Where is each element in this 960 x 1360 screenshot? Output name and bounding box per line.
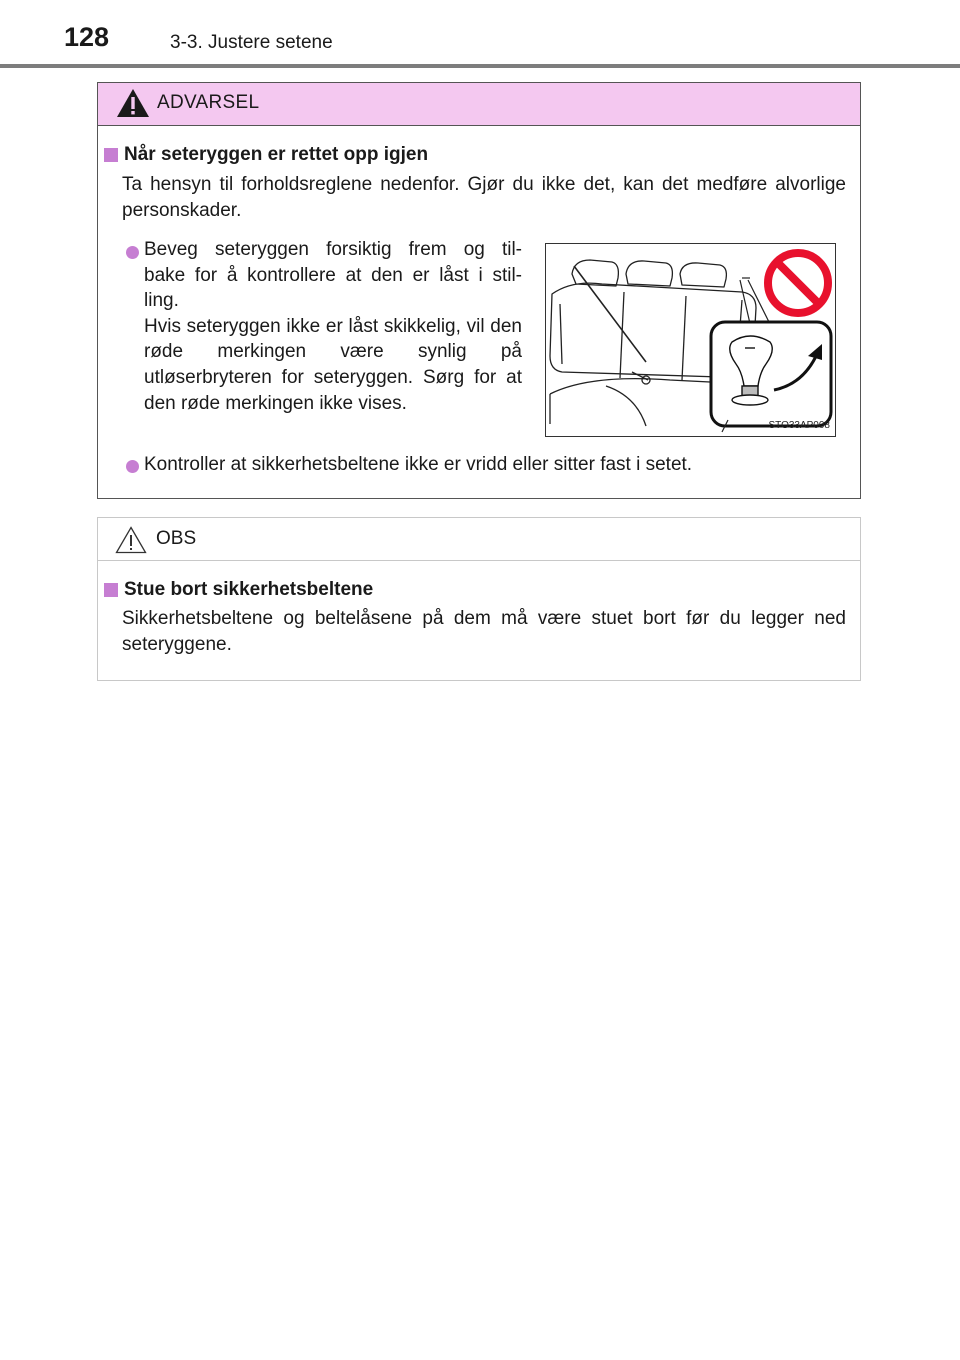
warning-subheading: Når seteryggen er rettet opp igjen xyxy=(124,144,429,165)
bullet1-line: bake for å kontrollere at den er låst i stil- xyxy=(144,264,522,286)
warning-header xyxy=(98,83,860,126)
bullet1-line: Beveg seteryggen forsiktig frem og til- xyxy=(144,239,522,260)
section-title: 3-3. Justere setene xyxy=(170,32,333,53)
seat-lock-illustration xyxy=(545,243,836,437)
warning-triangle-icon xyxy=(116,88,150,118)
bullet1-continuation: Hvis seteryggen ikke er låst skikkelig, vil den røde merkingen være synlig på utløserbryteren for seteryggen. Sørg for at den røde merkingen ikke vises. xyxy=(144,315,522,414)
subheading-bullet xyxy=(104,148,118,162)
header-divider xyxy=(0,64,960,68)
list-bullet xyxy=(126,246,139,259)
page-header xyxy=(0,0,960,70)
warning-bullet-1 xyxy=(144,237,522,416)
notice-text: Sikkerhetsbeltene og beltelåsene på dem må være stuet bort før du legger ned seteryggene. xyxy=(122,608,846,655)
list-bullet xyxy=(126,460,139,473)
prohibition-icon xyxy=(768,253,828,313)
figure-code: STO33AP008 xyxy=(768,420,830,431)
caution-triangle-icon xyxy=(115,526,147,554)
bullet1-line: ling. xyxy=(144,290,179,312)
rear-seat-drawing xyxy=(546,244,835,436)
warning-bullet-2: Kontroller at sikkerhetsbeltene ikke er vridd eller sitter fast i setet. xyxy=(144,454,693,475)
notice-subheading: Stue bort sikkerhetsbeltene xyxy=(124,579,374,600)
warning-intro: Ta hensyn til forholdsreglene nedenfor. Gjør du ikke det, kan det medføre alvorlige personskader. xyxy=(122,174,846,221)
subheading-bullet xyxy=(104,583,118,597)
notice-title: OBS xyxy=(156,528,197,549)
notice-header xyxy=(98,518,860,561)
warning-title: ADVARSEL xyxy=(157,92,260,113)
page-number: 128 xyxy=(64,22,110,52)
